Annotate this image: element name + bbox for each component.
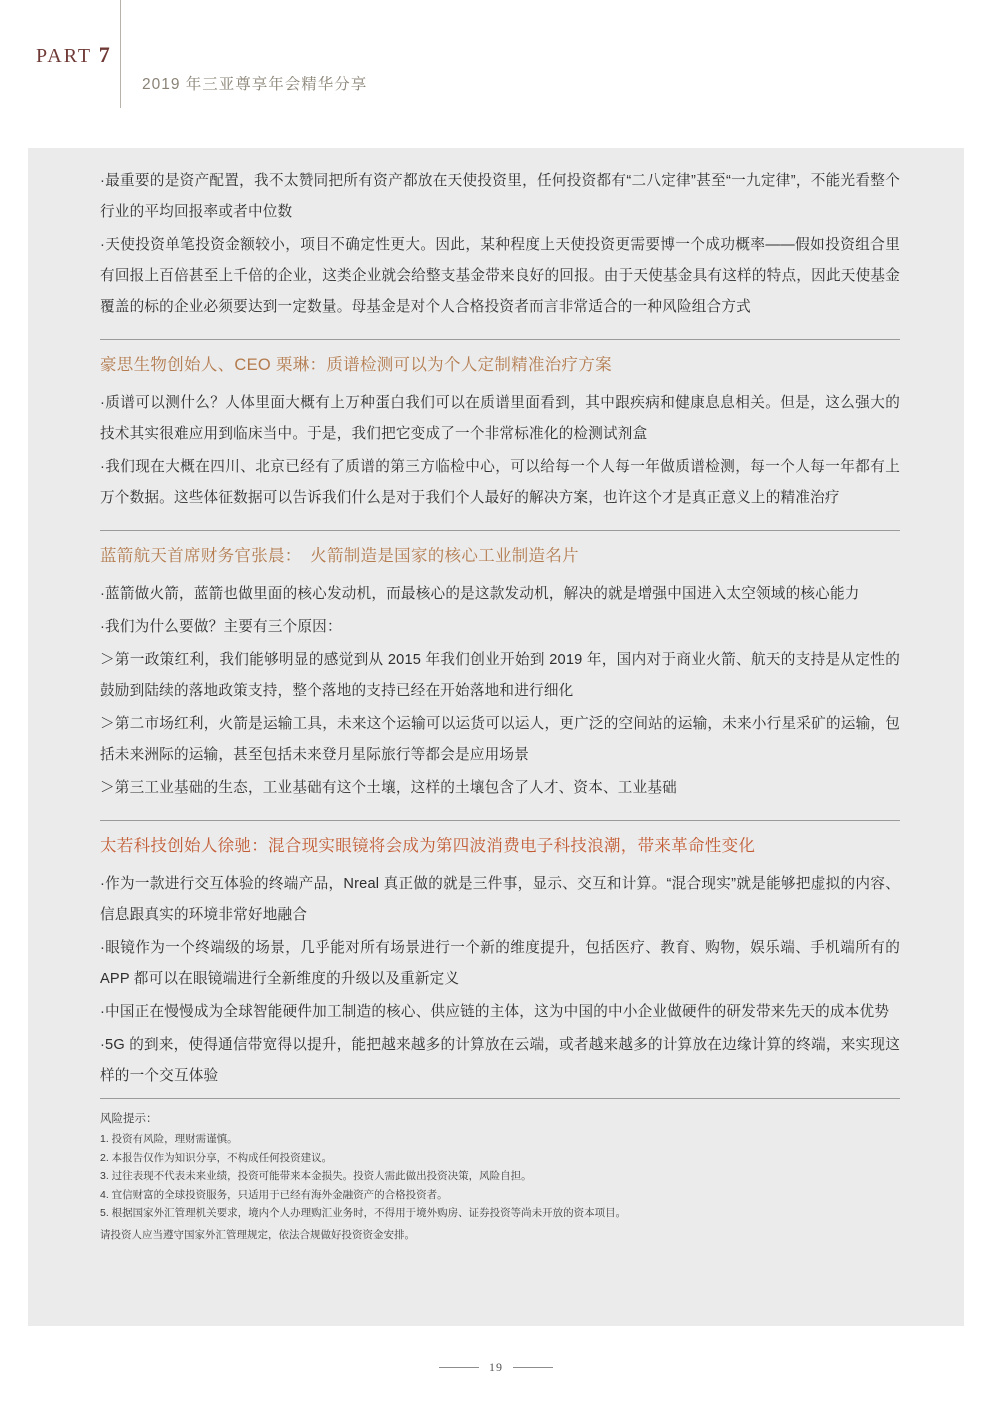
page-footer	[0, 1355, 992, 1375]
section-divider	[100, 820, 900, 821]
page-number-group	[439, 1360, 553, 1375]
notice-line: 5. 根据国家外汇管理机关要求，境内个人办理购汇业务时，不得用于境外购房、证券投资等尚未开放的资本项目。	[100, 1207, 627, 1219]
notice-title: 风险提示：	[100, 1113, 158, 1125]
notice-line: 4. 宜信财富的全球投资服务，只适用于已经有海外金融资产的合格投资者。	[100, 1188, 448, 1201]
paragraph: ·眼镜作为一个终端级的场景，几乎能对所有场景进行一个新的维度提升，包括医疗、教育、购物，娱乐端、手机端所有的 APP 都可以在眼镜端进行全新维度的升级以及重新定义	[100, 940, 900, 987]
intro-block	[100, 166, 900, 323]
section-divider	[100, 339, 900, 340]
paragraph: ·蓝箭做火箭，蓝箭也做里面的核心发动机，而最核心的是这款发动机，解决的就是增强中国进入太空领域的核心能力	[100, 586, 860, 602]
risk-notice	[100, 1098, 900, 1244]
footer-dash-right	[513, 1367, 553, 1368]
header-title: 2019 年三亚尊享年会精华分享	[142, 76, 368, 93]
section-heading: 豪思生物创始人、CEO 栗琳：质谱检测可以为个人定制精准治疗方案	[100, 356, 612, 374]
header-vertical-rule	[120, 0, 121, 108]
section-heading: 太若科技创始人徐驰：混合现实眼镜将会成为第四波消费电子科技浪潮，带来革命性变化	[100, 837, 756, 855]
notice-line: 1. 投资有风险，理财需谨慎。	[100, 1133, 238, 1145]
paragraph: ＞第二市场红利，火箭是运输工具，未来这个运输可以运货可以运人，更广泛的空间站的运输，未来小行星采矿的运输，包括未来洲际的运输，甚至包括未来登月星际旅行等都会是应用场景	[100, 716, 900, 763]
paragraph: ·我们现在大概在四川、北京已经有了质谱的第三方临检中心，可以给每一个人每一年做质谱检测，每一个人每一年都有上万个数据。这些体征数据可以告诉我们什么是对于我们个人最好的解决方案，也许这个才是真正意义上的精准治疗	[100, 459, 900, 506]
paragraph: ·质谱可以测什么？人体里面大概有上万种蛋白我们可以在质谱里面看到，其中跟疾病和健康息息相关。但是，这么强大的技术其实很难应用到临床当中。于是，我们把它变成了一个非常标准化的检测试剂盒	[100, 395, 900, 442]
footer-dash-left	[439, 1367, 479, 1368]
section-nreal	[100, 833, 900, 1092]
section-divider	[100, 530, 900, 531]
part-label-text: PART	[36, 45, 92, 67]
page-number: 19	[489, 1360, 503, 1374]
paragraph: ＞第一政策红利，我们能够明显的感觉到从 2015 年我们创业开始到 2019 年，国内对于商业火箭、航天的支持是从定性的鼓励到陆续的落地政策支持，整个落地的支持已经在开始落地和进行细化	[100, 652, 900, 699]
content-body	[100, 166, 900, 1255]
paragraph: ·5G 的到来，使得通信带宽得以提升，能把越来越多的计算放在云端，或者越来越多的计算放在边缘计算的终端，来实现这样的一个交互体验	[100, 1037, 900, 1084]
paragraph: ·最重要的是资产配置，我不太赞同把所有资产都放在天使投资里，任何投资都有“二八定律”甚至“一九定律”，不能光看整个行业的平均回报率或者中位数	[100, 173, 900, 220]
notice-divider	[100, 1098, 900, 1099]
paragraph: ·天使投资单笔投资金额较小，项目不确定性更大。因此，某种程度上天使投资更需要博一个成功概率——假如投资组合里有回报上百倍甚至上千倍的企业，这类企业就会给整支基金带来良好的回报。由于天使基金具有这样的特点，因此天使基金覆盖的标的企业必须要达到一定数量。母基金是对个人合格投资者而言非常适合的一种风险组合方式	[100, 237, 900, 315]
paragraph: ＞第三工业基础的生态，工业基础有这个土壤，这样的土壤包含了人才、资本、工业基础	[100, 780, 677, 796]
part-label	[36, 42, 112, 68]
paragraph: ·我们为什么要做？主要有三个原因：	[100, 619, 342, 635]
page-header	[0, 0, 992, 120]
notice-footer: 请投资人应当遵守国家外汇管理规定，依法合规做好投资资金安排。	[100, 1228, 415, 1241]
section-heading: 蓝箭航天首席财务官张晨： 火箭制造是国家的核心工业制造名片	[100, 547, 579, 565]
notice-line: 2. 本报告仅作为知识分享，不构成任何投资建议。	[100, 1151, 333, 1164]
content-panel	[28, 148, 964, 1326]
part-number: 7	[98, 42, 112, 67]
section-haosi	[100, 352, 900, 514]
section-landspace	[100, 543, 900, 804]
paragraph: ·中国正在慢慢成为全球智能硬件加工制造的核心、供应链的主体，这为中国的中小企业做硬件的研发带来先天的成本优势	[100, 1004, 890, 1020]
notice-line: 3. 过往表现不代表未来业绩，投资可能带来本金损失。投资人需此做出投资决策，风险自担。	[100, 1170, 532, 1182]
paragraph: ·作为一款进行交互体验的终端产品，Nreal 真正做的就是三件事，显示、交互和计算。“混合现实”就是能够把虚拟的内容、信息跟真实的环境非常好地融合	[100, 876, 900, 923]
